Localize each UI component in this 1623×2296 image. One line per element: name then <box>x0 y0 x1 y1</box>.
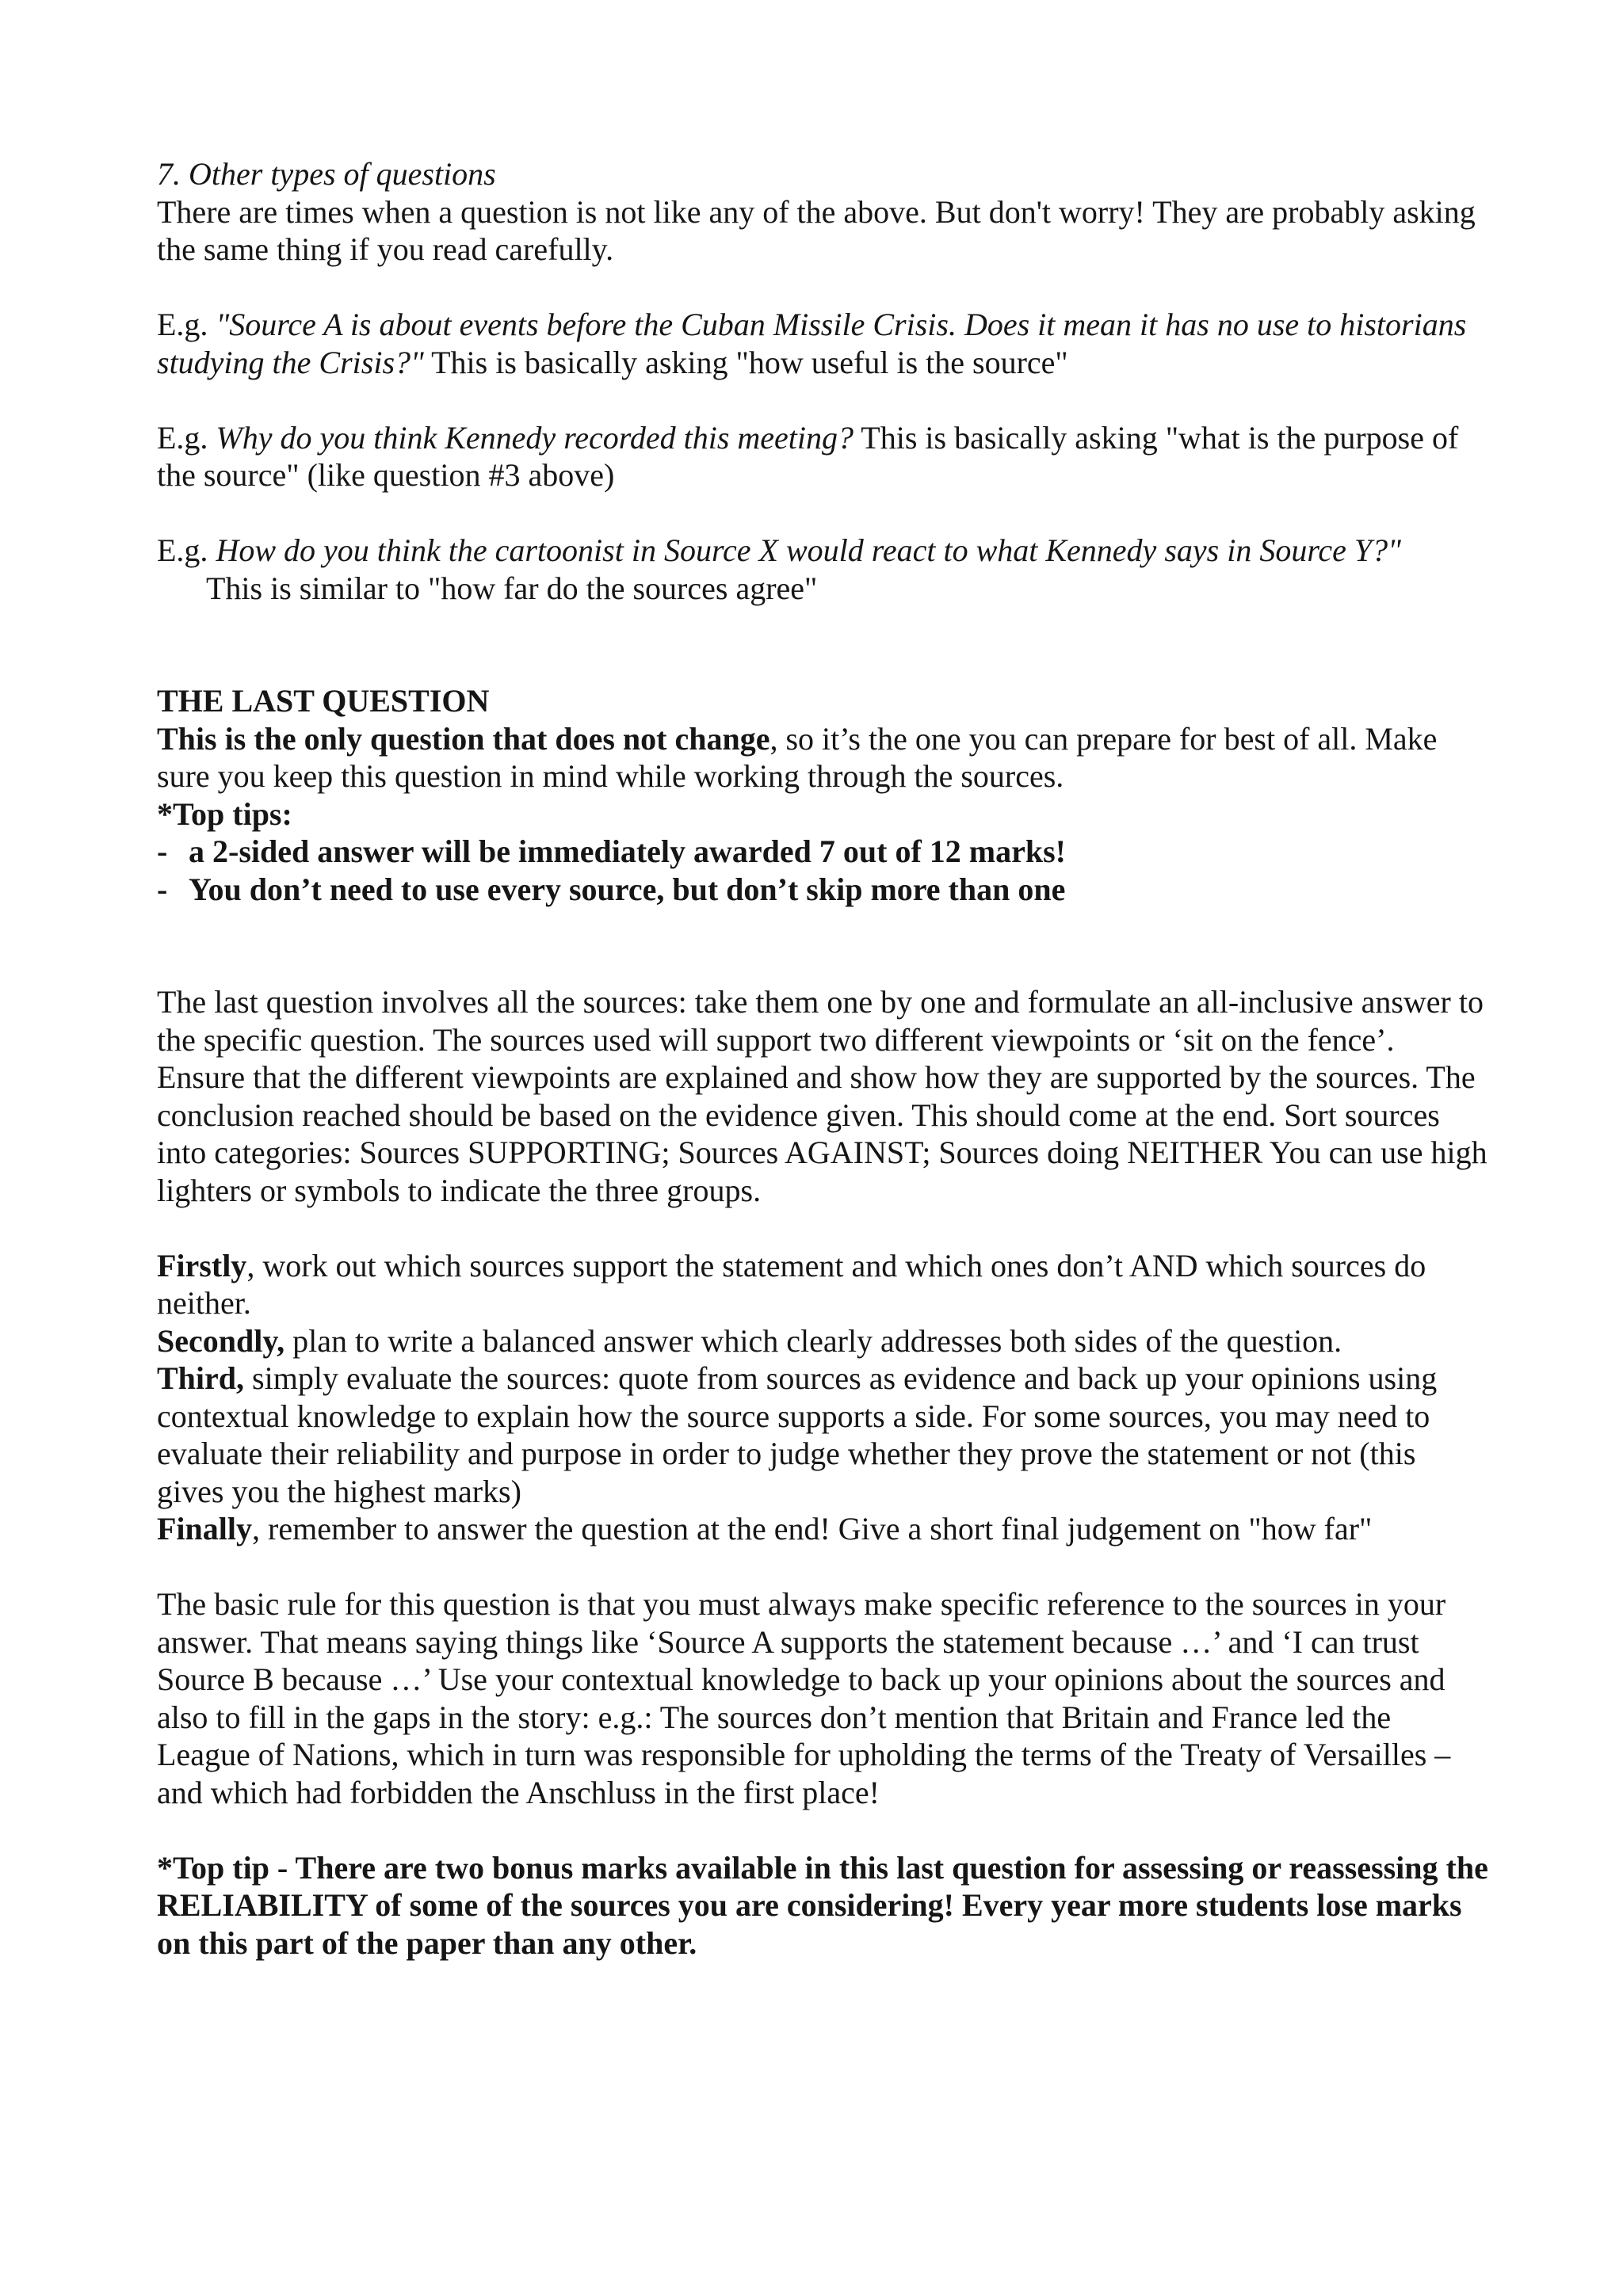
top-tips-label: *Top tips: <box>157 795 292 832</box>
example-3: E.g. How do you think the cartoonist in Source X would react to what Kennedy says in Source Y?" <box>157 532 1401 568</box>
last-question-lead: This is the only question that does not change, so it’s the one you can prepare for best of all. Make sure you keep this question in mind while working through the sources. <box>157 720 1438 794</box>
step-third: Third, simply evaluate the sources: quote from sources as evidence and back up your opinions using contextual knowledge to explain how the source supports a side. For some sources, you may need to evaluate their reliability and purpose in order to judge whether they prove the statement or not (this gives you the highest marks) <box>157 1360 1438 1509</box>
last-question-paragraph-2: The basic rule for this question is that you must always make specific reference to the sources in your answer. That means saying things like ‘Source A supports the statement because …’ and ‘I can trust Source B because …’ Use your contextual knowledge to back up your opinions about the sources and also to fill in the gaps in the story: e.g.: The sources don’t mention that Britain and France led the League of Nations, which in turn was responsible for upholding the terms of the Treaty of Versailles – and which had forbidden the Anschluss in the first place! <box>157 1586 1451 1810</box>
example-2: E.g. Why do you think Kennedy recorded this meeting? This is basically asking "what is the purpose of the source" (like question #3 above) <box>157 419 1459 493</box>
spacer <box>157 381 1488 419</box>
spacer <box>157 908 1488 983</box>
final-top-tip: *Top tip - There are two bonus marks available in this last question for assessing or reassessing the RELIABILITY of some of the sources you are considering! Every year more students lose marks on this part of the paper than any other. <box>157 1849 1488 1961</box>
tip-dash: - <box>157 871 168 907</box>
example-1-question: "Source A is about events before the Cuban Missile Crisis. Does it mean it has no use to historians studying the Crisis?" <box>157 307 1467 380</box>
tip-item-2: - You don’t need to use every source, but don’t skip more than one <box>157 871 1066 907</box>
example-3-question: How do you think the cartoonist in Source X would react to what Kennedy says in Source Y?" <box>216 532 1401 568</box>
last-question-paragraph-1: The last question involves all the sources: take them one by one and formulate an all-inclusive answer to the specific question. The sources used will support two different viewpoints or ‘sit on the fence’. Ensure that the different viewpoints are explained and show how they are supported by the sources. The conclusion reached should be based on the evidence given. This should come at the end. Sort sources into categories: Sources SUPPORTING; Sources AGAINST; Sources doing NEITHER You can use high lighters or symbols to indicate the three groups. <box>157 984 1487 1208</box>
spacer <box>157 1209 1488 1247</box>
document-page <box>157 155 1488 1962</box>
spacer <box>157 269 1488 307</box>
example-1: E.g. "Source A is about events before the Cuban Missile Crisis. Does it mean it has no use to historians studying the Crisis?" This is basically asking "how useful is the source" <box>157 307 1467 380</box>
last-question-heading: THE LAST QUESTION <box>157 683 490 719</box>
example-1-explanation: This is basically asking "how useful is the source" <box>423 344 1068 380</box>
example-2-explanation: This is basically asking "what is the purpose of the source" (like question #3 above) <box>157 419 1459 493</box>
spacer <box>157 494 1488 532</box>
step-secondly: Secondly, plan to write a balanced answer which clearly addresses both sides of the question. <box>157 1322 1342 1359</box>
section-intro: There are times when a question is not like any of the above. But don't worry! They are probably asking the same thing if you read carefully. <box>157 193 1476 267</box>
tip-item-1: - a 2-sided answer will be immediately awarded 7 out of 12 marks! <box>157 833 1066 869</box>
example-3-explanation: This is similar to "how far do the sources agree" <box>206 570 818 606</box>
example-2-question: Why do you think Kennedy recorded this meeting? <box>216 419 854 456</box>
step-firstly: Firstly, work out which sources support the statement and which ones don’t AND which sources do neither. <box>157 1247 1426 1321</box>
spacer <box>157 1811 1488 1849</box>
spacer <box>157 607 1488 682</box>
last-question-lead-bold: This is the only question that does not change <box>157 720 770 757</box>
tip-dash: - <box>157 833 168 869</box>
spacer <box>157 1548 1488 1586</box>
section-heading-other-questions: 7. Other types of questions <box>157 156 496 192</box>
step-finally: Finally, remember to answer the question at the end! Give a short final judgement on "how far" <box>157 1511 1373 1547</box>
